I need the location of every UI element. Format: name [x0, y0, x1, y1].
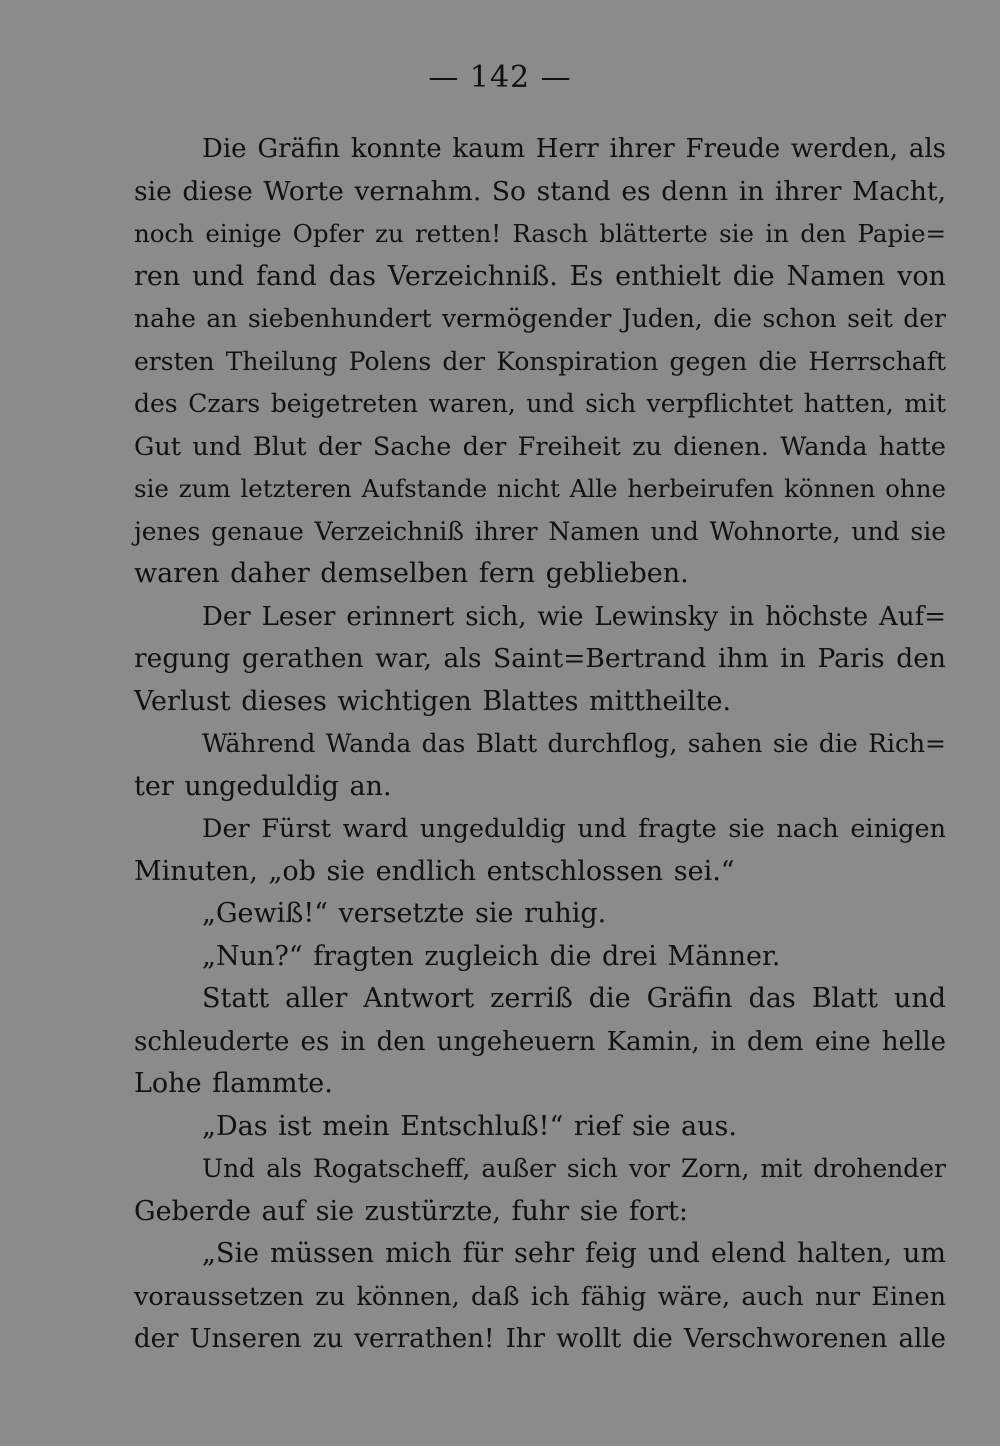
text-line: Minuten, „ob sie endlich entschlossen sei.“: [134, 855, 735, 887]
text-line: sie zum letzteren Aufstande nicht Alle herbeirufen können ohne: [134, 474, 946, 503]
text-line: Lohe flammte.: [134, 1068, 333, 1099]
text-line: Die Gräfin konnte kaum Herr ihrer Freude werden, als: [202, 134, 946, 164]
text-line: Geberde auf sie zustürzte, fuhr sie fort:: [134, 1195, 688, 1227]
text-line: „Gewiß!“ versetzte sie ruhig.: [202, 898, 607, 929]
text-line: „Das ist mein Entschluß!“ rief sie aus.: [202, 1110, 737, 1142]
text-line: Der Fürst ward ungeduldig und fragte sie nach einigen: [202, 814, 946, 844]
text-line: regung gerathen war, als Saint=Bertrand ihm in Paris den: [134, 643, 946, 674]
text-line: des Czars beigetreten waren, und sich verpflichtet hatten, mit: [134, 389, 946, 418]
text-line: „Sie müssen mich für sehr feig und elend halten, um: [202, 1238, 946, 1269]
text-line: ter ungeduldig an.: [134, 770, 392, 802]
text-line: noch einige Opfer zu retten! Rasch blätterte sie in den Papie=: [134, 219, 946, 248]
text-line: jenes genaue Verzeichniß ihrer Namen und Wohnorte, und sie: [134, 516, 946, 546]
text-line: Statt aller Antwort zerriß die Gräfin das Blatt und: [202, 983, 946, 1014]
text-line: Gut und Blut der Sache der Freiheit zu dienen. Wanda hatte: [134, 431, 946, 462]
text-line: ersten Theilung Polens der Konspiration gegen die Herrschaft: [134, 346, 946, 376]
text-line: schleuderte es in den ungeheuern Kamin, in dem eine helle: [134, 1026, 946, 1057]
text-line: der Unseren zu verrathen! Ihr wollt die Verschworenen alle: [134, 1324, 946, 1354]
text-line: Und als Rogatscheff, außer sich vor Zorn, mit drohender: [202, 1154, 946, 1183]
page-number: — 142 —: [428, 60, 572, 95]
text-line: nahe an siebenhundert vermögender Juden, die schon seit der: [134, 304, 946, 333]
text-line: Verlust dieses wichtigen Blattes mittheilte.: [134, 685, 732, 717]
text-line: Während Wanda das Blatt durchflog, sahen sie die Rich=: [202, 729, 946, 758]
text-line: voraussetzen zu können, daß ich fähig wäre, auch nur Einen: [134, 1281, 946, 1312]
text-line: Der Leser erinnert sich, wie Lewinsky in höchste Auf=: [202, 601, 946, 632]
text-line: sie diese Worte vernahm. So stand es denn in ihrer Macht,: [134, 175, 946, 207]
text-line: „Nun?“ fragten zugleich die drei Männer.: [202, 940, 781, 972]
text-line: ren und fand das Verzeichniß. Es enthielt die Namen von: [134, 260, 946, 292]
body-text: [134, 128, 946, 1361]
text-line: waren daher demselben fern geblieben.: [134, 558, 689, 589]
